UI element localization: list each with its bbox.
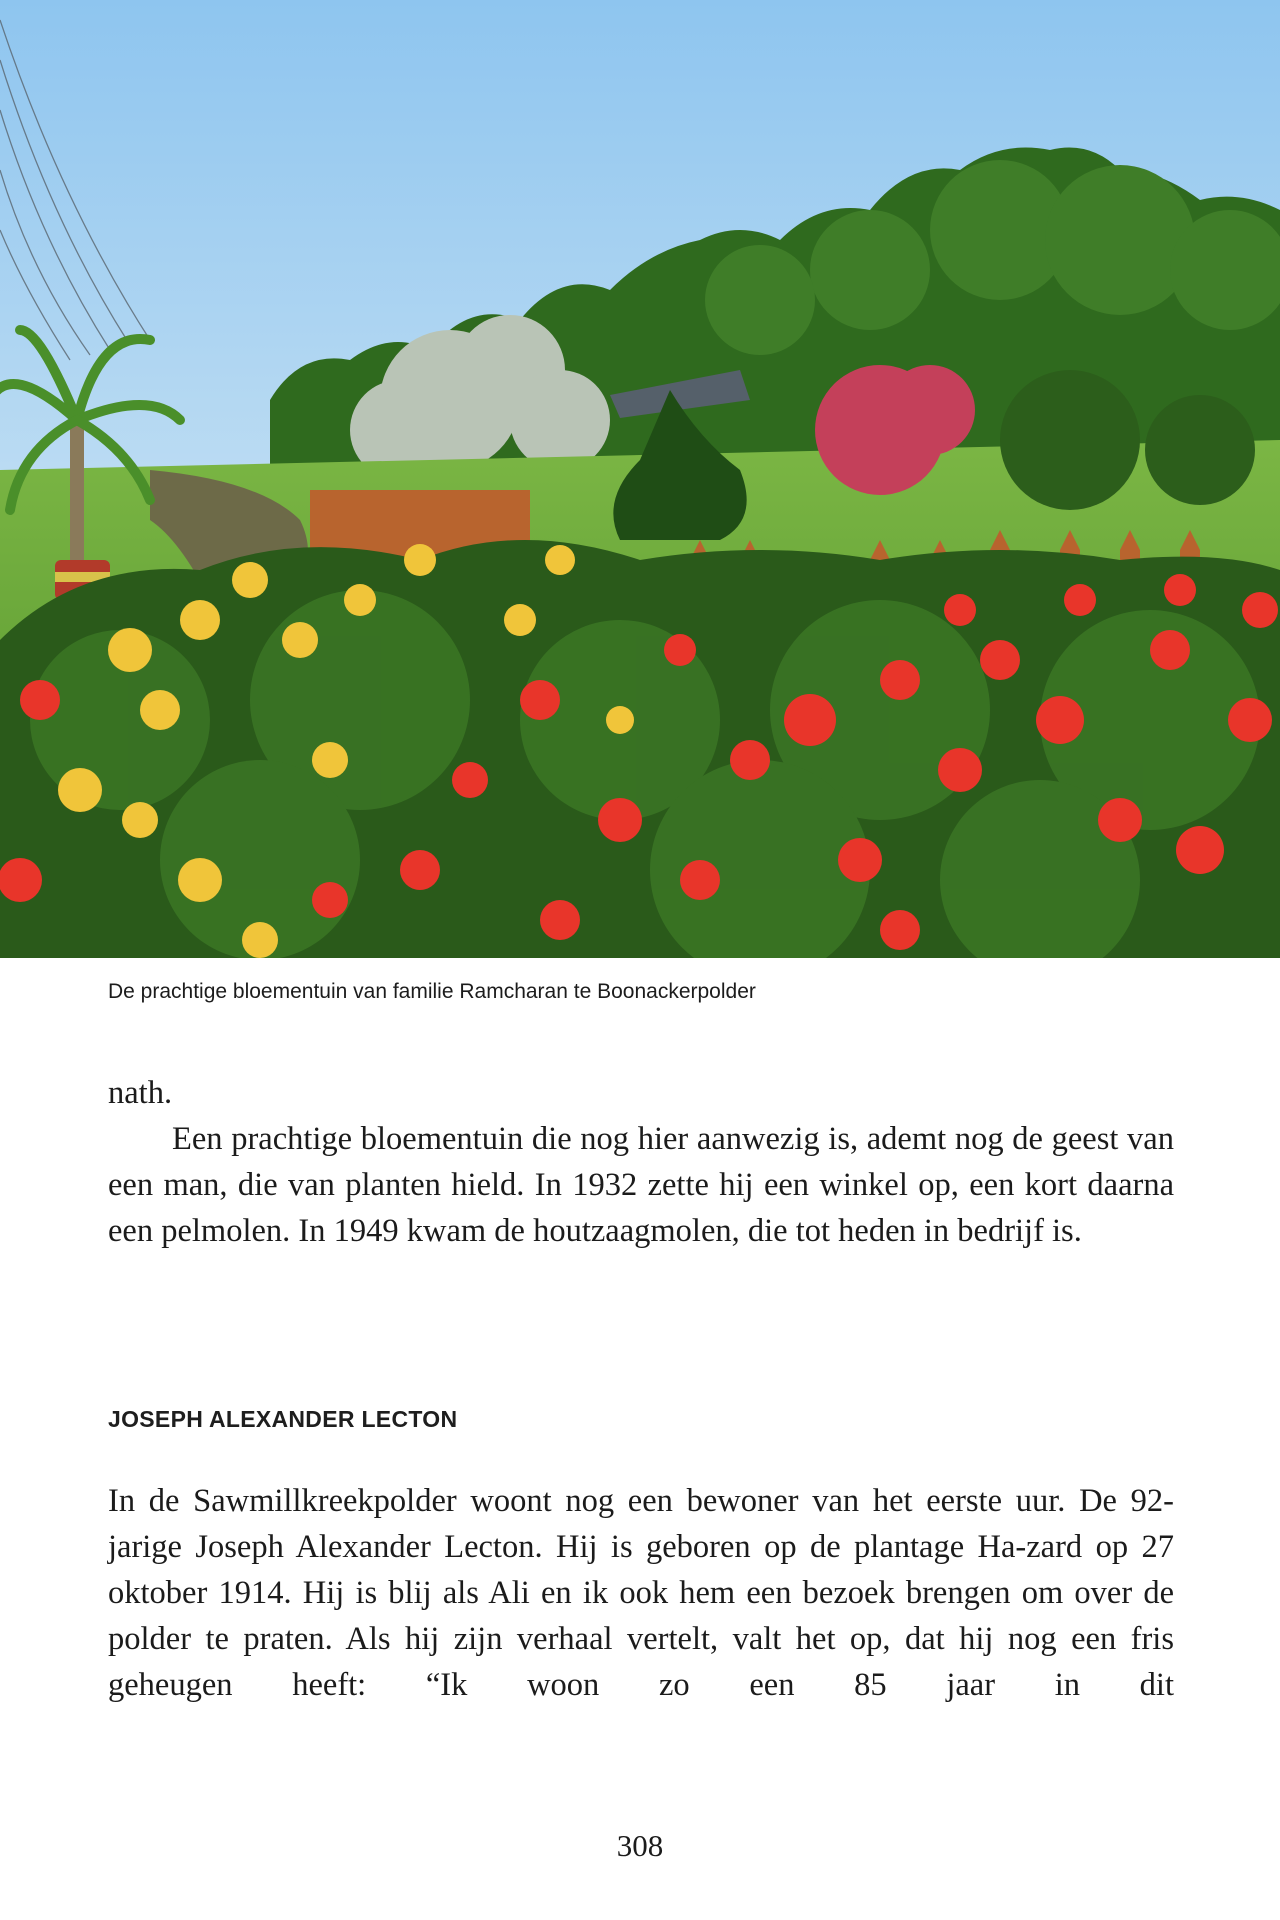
paragraph-body: In de Sawmillkreekpolder woont nog een bewoner van het eerste uur. De 92-jarige Joseph Alexander Lecton. Hij is geboren op de plantage Ha-zard op 27 oktober 1914. Hij is blij als Ali en ik ook hem een bezoek brengen om over de polder te praten. Als hij zijn verhaal vertelt, valt het op, dat hij nog een fris geheugen heeft: “Ik woon zo een 85 jaar in dit <box>108 1483 1174 1703</box>
paragraph-body: Een prachtige bloementuin die nog hier aanwezig is, ademt nog de geest van een man, die van planten hield. In 1932 zette hij een winkel op, een kort daarna een pelmolen. In 1949 kwam de houtzaagmolen, die tot heden in bedrijf is. <box>108 1121 1174 1249</box>
paragraph-line: nath. <box>108 1075 173 1111</box>
paragraph-intro <box>108 1070 1174 1254</box>
garden-photo-image <box>0 0 1280 958</box>
page-number: 308 <box>616 1828 664 1863</box>
garden-photo <box>0 0 1280 958</box>
section-heading: JOSEPH ALEXANDER LECTON <box>108 1406 458 1432</box>
paragraph-lecton <box>108 1478 1174 1708</box>
photo-caption: De prachtige bloementuin van familie Ramcharan te Boonackerpolder <box>108 980 756 1003</box>
